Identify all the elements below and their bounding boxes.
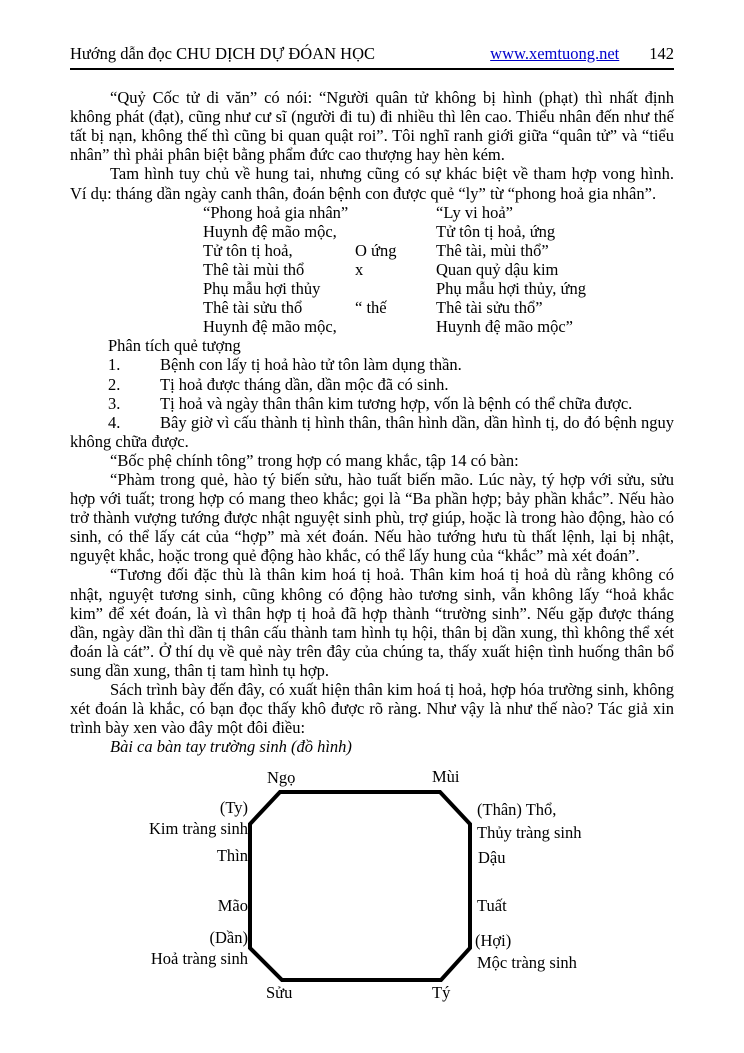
paragraph-sach-trinh-bay: Sách trình bày đến đây, có xuất hiện thân kim hoá tị hoả, hợp hóa trường sinh, không xét đoán là khắc, có bạn đọc thấy khô được rõ ràng. Như vậy là như thế nào? Tác giả xin trình bày xen vào đây một đôi điều:	[70, 680, 674, 738]
hexagram-mid-cell	[355, 279, 436, 298]
hexagram-left-cell: Tử tôn tị hoả,	[203, 240, 293, 260]
diagram-label-kim-trang-sinh: Kim tràng sinh	[149, 819, 248, 839]
diagram-label-ty: (Ty)	[219, 798, 248, 818]
table-row	[203, 222, 674, 241]
table-row	[203, 298, 674, 317]
hexagram-right-cell: Phụ mẫu hợi thủy, ứng	[436, 279, 586, 299]
hexagram-right-cell: Huynh đệ mão mộc”	[436, 317, 574, 337]
page-header	[70, 0, 674, 70]
diagram-label-tuat: Tuất	[477, 896, 507, 916]
diagram-label-suu: Sửu	[266, 983, 293, 1003]
hexagram-left-cell: “Phong hoả gia nhân”	[203, 202, 349, 222]
document-title: Hướng dẫn đọc CHU DỊCH DỰ ĐÓAN HỌC	[70, 44, 375, 63]
list-item	[70, 413, 674, 451]
diagram-label-hoi: (Hợi)	[475, 931, 512, 951]
hexagram-mid-cell	[355, 222, 436, 241]
diagram-label-thin: Thìn	[216, 846, 248, 866]
paragraph-boc-phe: “Bốc phệ chính tông” trong hợp có mang khắc, tập 14 có bàn:	[110, 450, 519, 470]
paragraph-tam-hinh: Tam hình tuy chủ về hung tai, nhưng cũng có sự khác biệt về tham hợp vong hình. Ví dụ: tháng dần ngày canh thân, đoán bệnh con được quẻ “ly” từ “phong hoả gia nhân”.	[70, 164, 674, 203]
hexagram-right-cell: Thê tài sửu thổ”	[436, 298, 543, 318]
diagram-caption: Bài ca bàn tay trường sinh (đồ hình)	[110, 737, 352, 757]
hexagram-left-cell: Huynh đệ mão mộc,	[203, 221, 337, 241]
table-row	[203, 317, 674, 336]
paragraph-quy-coc: “Quỷ Cốc tử di văn” có nói: “Người quân tử không bị hình (phạt) thì nhất định không phát (đạt), cũng như cư sĩ (người đi tu) đi nhiều thì lên cao. Thiểu nhân đến như thế tất bị nạn, không thế thì cũng bi quan quật roi”. Tôi nghĩ ranh giới giữa “quân tử” và “tiểu nhân” thì phải phân biệt bằng phẩm đức cao thượng hay hèn kém.	[70, 88, 674, 165]
diagram-label-ngo: Ngọ	[267, 768, 296, 788]
list-item-number: 1.	[108, 355, 121, 375]
paragraph-pham-trong-que: “Phàm trong quẻ, hào tý biến sửu, hào tuất biến mão. Lúc này, tý hợp với sửu, sửu hợp với tuất; trong hợp có mang theo khắc; gọi là “Ba phần hợp; bảy phần khắc”. Nếu hào trở thành vượng tướng được nhật nguyệt sinh phù, trợ giúp, hoặc là trong hào động, hào có sinh, có thể lấy cát của “hợp” mà xét đoán. Nếu hào tướng hưu tù thất lệnh, lại bị nhật, nguyệt khắc, hoặc trong quẻ động hào khắc, có thể lấy hung của “khắc” mà xét đoán”.	[70, 469, 674, 566]
paragraph-tuong-doi: “Tương đối đặc thù là thân kim hoá tị hoả. Thân kim hoá tị hoả dù rằng không có nhật, nguyệt tương sinh, cũng không có động hào tương sinh, vẫn không lấy “hoả khắc kim” để xét đoán, là vì thân hợp tị hoả đã hợp thành “trường sinh”. Nếu gặp được tháng dần, ngày dần thì dần tị thân cấu thành tam hình tụ hội, thân bị dần xung, thì không thể xét đoán là cát”. Ở thí dụ về quẻ này trên đây của chúng ta, thấy xuất hiện tình huống thân bổ sung dần xung, thân tị tam hình tụ hợp.	[70, 565, 674, 680]
hexagram-left-cell: Huynh đệ mão mộc,	[203, 317, 337, 337]
list-item-number: 4.	[108, 412, 121, 432]
page-number: 142	[649, 44, 674, 63]
diagram-label-than-tho: (Thân) Thổ,	[477, 800, 557, 820]
list-item-text: Bây giờ vì cấu thành tị hình thân, thân hình dần, dần hình tị, do đó bệnh nguy không chữa được.	[70, 412, 674, 451]
list-item	[70, 355, 674, 374]
diagram-label-hoa-trang-sinh: Hoả tràng sinh	[150, 949, 248, 969]
table-row	[203, 203, 674, 222]
hexagram-mid-cell: x	[355, 259, 364, 279]
diagram-label-ty2: Tý	[432, 983, 451, 1003]
list-item-number: 2.	[108, 374, 121, 394]
website-link[interactable]: www.xemtuong.net	[490, 44, 620, 63]
hexagram-right-cell: “Ly vi hoả”	[436, 202, 513, 222]
hexagram-mid-cell	[355, 203, 436, 222]
hexagram-right-cell: Thê tài, mùi thổ”	[436, 240, 549, 260]
list-item-number: 3.	[108, 393, 121, 413]
list-item-text: Tị hoả và ngày thân thân kim tương hợp, vốn là bệnh có thể chữa được.	[160, 393, 633, 413]
diagram-label-mui: Mùi	[432, 767, 460, 787]
hexagram-left-cell: Thê tài mùi thổ	[203, 259, 305, 279]
hexagram-comparison-table	[203, 203, 674, 337]
octagon-shape	[70, 758, 674, 1010]
hexagram-mid-cell: “ thế	[355, 298, 387, 318]
table-row	[203, 241, 674, 260]
hexagram-mid-cell: O ứng	[355, 240, 397, 260]
hexagram-mid-cell	[355, 317, 436, 336]
hexagram-left-cell: Phụ mẫu hợi thủy	[203, 279, 321, 299]
table-row	[203, 279, 674, 298]
diagram-label-dau: Dậu	[478, 848, 506, 868]
list-item	[70, 375, 674, 394]
diagram-label-moc-trang-sinh: Mộc tràng sinh	[477, 953, 577, 973]
hexagram-right-cell: Quan quỷ dậu kim	[436, 259, 559, 279]
list-item-text: Tị hoả được tháng dần, dần mộc đã có sinh.	[160, 374, 449, 394]
list-item-text: Bệnh con lấy tị hoả hào tử tôn làm dụng thần.	[160, 355, 462, 375]
diagram-label-mao: Mão	[217, 896, 248, 916]
hexagram-left-cell: Thê tài sửu thổ	[203, 298, 303, 318]
hexagram-right-cell: Tử tôn tị hoả, ứng	[436, 221, 556, 241]
table-row	[203, 260, 674, 279]
diagram-label-thuy-trang-sinh: Thủy tràng sinh	[477, 823, 582, 843]
list-item	[70, 394, 674, 413]
truong-sinh-hand-diagram	[70, 758, 674, 1010]
diagram-label-dan: (Dần)	[209, 928, 248, 948]
analysis-heading: Phân tích quẻ tượng	[108, 336, 241, 356]
